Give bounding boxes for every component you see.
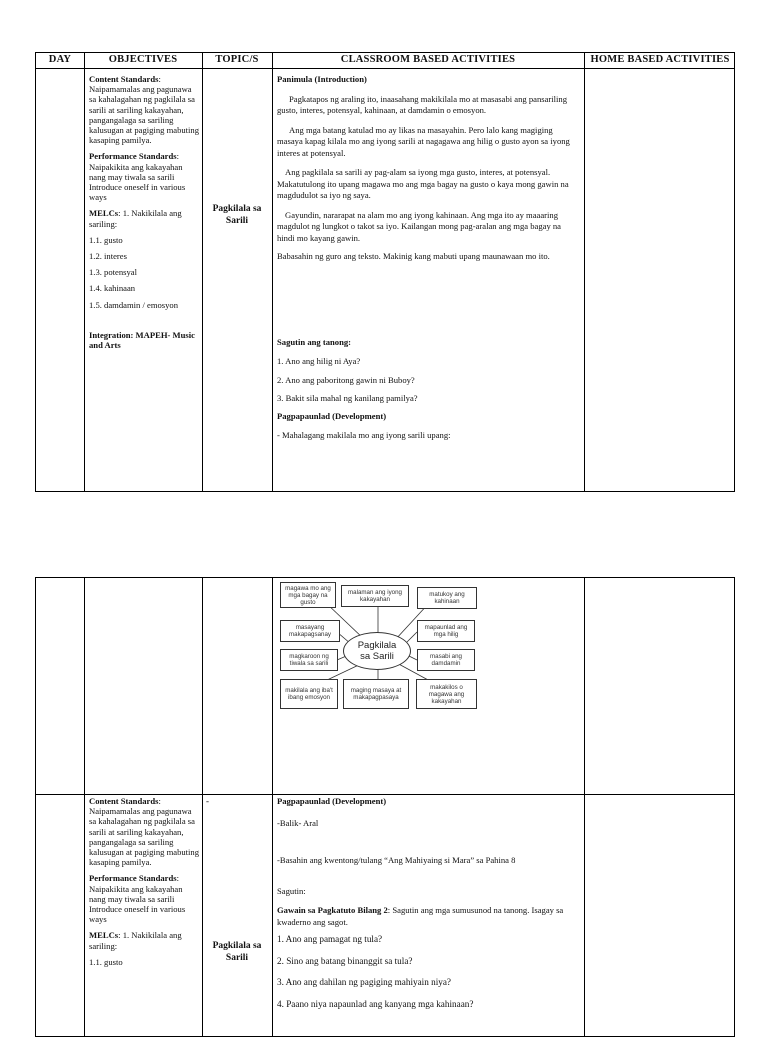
- col-divider-classroom: [584, 578, 585, 1036]
- melcs-text: 1. Nakikilala ang sariling:: [89, 208, 182, 229]
- pagkilala-diagram: [279, 582, 477, 710]
- content-standards-text: Naipamamalas ang pagunawa sa kahalagahan ng pagkilala sa sarili at sariling kakayahan, pangangalaga sa sariling kalusugan at pagiging mabuting kasaping pamilya.: [89, 84, 200, 146]
- topic-cell: Pagkilala sa Sarili: [212, 941, 262, 963]
- performance-standards: Performance Standards: Naipakikita ang kakayahan nang may tiwala sa sarili Introduce oneself in various ways: [89, 151, 186, 203]
- header-topics: TOPIC/S: [215, 54, 259, 65]
- objectives-cell: [85, 74, 202, 356]
- topic-dash: -: [206, 796, 209, 806]
- col-divider-classroom: [584, 53, 585, 491]
- col-divider-objectives: [202, 578, 203, 1036]
- development-text: - Mahalagang makilala mo ang iyong sarili upang:: [277, 430, 451, 440]
- task-text: Sagutin ang mga sumusunod na tanong. Isagay sa kwaderno ang sagot.: [277, 905, 564, 927]
- header-day: DAY: [48, 54, 72, 65]
- paragraph: Ang mga batang katulad mo ay likas na masayahin. Pero lalo kang magiging masaya kapag kilala mo ang iyong sarili at nagagawa ang hilig o gusto ayon sa iyong interes at potensyal.: [277, 124, 570, 158]
- performance-standards-label: Performance Standards: [89, 873, 177, 884]
- diagram-box: magawa mo ang mga bagay na gusto: [280, 582, 336, 608]
- integration: [89, 330, 200, 350]
- diagram-box: makakilos o magawa ang kakayahan: [416, 679, 477, 709]
- diagram-center: Pagkilala sa Sarili: [343, 632, 411, 670]
- question: 3. Ano ang dahilan ng pagiging mahiyain niya?: [277, 977, 452, 987]
- paragraph: Ang pagkilala sa sarili ay pag-alam sa iyong mga gusto, interes, at potensyal. Makatutulong ito upang magawa mo ang mga bagay na gusto o kaya mong gawin na magdudulot sa iyo ng saya.: [277, 167, 569, 200]
- diagram-box: malaman ang iyong kakayahan: [341, 585, 409, 607]
- melcs-label: MELCs: [89, 930, 119, 941]
- melcs-text: 1. Nakikilala ang sariling:: [89, 930, 182, 951]
- task-label: Gawain sa Pagkatuto Bilang 2: [277, 905, 388, 915]
- paragraph: Babasahin ng guro ang teksto. Makinig kang mabuti upang maunawaan mo ito.: [277, 251, 550, 261]
- section-heading: Panimula (Introduction): [277, 74, 367, 84]
- questions-heading: Sagutin ang tanong:: [277, 336, 352, 347]
- diagram-box: masayang makapagsanay: [280, 620, 340, 642]
- answer-label: Sagutin:: [277, 885, 306, 896]
- lesson-table-2: [35, 577, 735, 1037]
- classroom-cell: [273, 796, 584, 1010]
- header-objectives: OBJECTIVES: [108, 54, 178, 65]
- diagram-box: masabi ang damdamin: [417, 649, 475, 671]
- diagram-box: maging masaya at makapagpasaya: [343, 679, 409, 709]
- section-heading: Pagpapaunlad (Development): [277, 796, 387, 806]
- objectives-cell: [85, 796, 202, 973]
- content-standards-text: Naipamamalas ang pagunawa sa kahalagahan ng pagkilala sa sarili at sariling kakayahan, pangangalaga sa sariling kalusugan at pagiging mabuting kasaping pamilya.: [89, 806, 200, 868]
- row-divider: [36, 794, 734, 795]
- melcs-label: MELCs: [89, 208, 119, 219]
- melc-item: 1.5. damdamin / emosyon: [89, 299, 179, 310]
- question: 2. Sino ang batang binanggit sa tula?: [277, 955, 413, 966]
- paragraph: Gayundin, nararapat na alam mo ang iyong kahinaan. Ang mga ito ay maaaring magdulot ng lungkot o takot sa iyo. Kailangan mong pag-aralan ang mga bagay na hindi mo kayang gawin.: [277, 209, 561, 243]
- questions-heading-text: Sagutin ang tanong: [277, 336, 349, 347]
- section-heading: Pagpapaunlad (Development): [277, 410, 387, 421]
- melc-item: 1.1. gusto: [89, 234, 123, 245]
- melc-item: 1.1. gusto: [89, 956, 123, 967]
- melcs: MELCs: 1. Nakikilala ang sariling:: [89, 930, 182, 951]
- melc-item: 1.3. potensyal: [89, 267, 137, 278]
- classroom-cell: [273, 74, 584, 442]
- diagram-box: matukoy ang kahinaan: [417, 587, 477, 609]
- header-classroom: CLASSROOM BASED ACTIVITIES: [340, 54, 516, 65]
- content-standards-label: Content Standards: [89, 74, 159, 84]
- header-divider: [36, 68, 734, 69]
- diagram-box: makilala ang iba't ibang emosyon: [280, 679, 338, 709]
- melcs: MELCs: 1. Nakikilala ang sariling:: [89, 208, 182, 229]
- melc-item: 1.2. interes: [89, 251, 127, 262]
- diagram-box: mapaunlad ang mga hilig: [417, 620, 475, 642]
- lesson-table-1: [35, 52, 735, 492]
- performance-standards-text: Naipakikita ang kakayahan nang may tiwala sa sarili Introduce oneself in various ways: [89, 161, 186, 203]
- integration-text: Integration: MAPEH- Music and Arts: [89, 329, 195, 351]
- question: 1. Ano ang hilig ni Aya?: [277, 356, 361, 366]
- col-divider-objectives: [202, 53, 203, 491]
- review-text: -Balik- Aral: [277, 817, 319, 828]
- content-standards-label: Content Standards: [89, 796, 159, 806]
- question: 3. Bakit sila mahal ng kanilang pamilya?: [277, 393, 418, 403]
- question: 4. Paano niya napaunlad ang kanyang mga kahinaan?: [277, 998, 474, 1009]
- diagram-box: magkaroon ng tiwala sa sarili: [280, 649, 338, 671]
- performance-standards-text: Naipakikita ang kakayahan nang may tiwala sa sarili Introduce oneself in various ways: [89, 883, 186, 925]
- content-standards: Content Standards: Naipamamalas ang pagunawa sa kahalagahan ng pagkilala sa sarili at sariling kakayahan, pangangalaga sa sariling kalusugan at pagiging mabuting kasaping pamilya.: [89, 796, 200, 868]
- melc-item: 1.4. kahinaan: [89, 283, 136, 294]
- task-instruction: Gawain sa Pagkatuto Bilang 2: Sagutin ang mga sumusunod na tanong. Isagay sa kwaderno ang sagot.: [277, 905, 564, 927]
- performance-standards: Performance Standards: Naipakikita ang kakayahan nang may tiwala sa sarili Introduce oneself in various ways: [89, 873, 186, 925]
- paragraph: Pagkatapos ng araling ito, inaasahang makikilala mo at masasabi ang pansariling gusto, interes, potensyal, kahinaan, at damdamin o emosyon.: [277, 93, 568, 115]
- content-standards: Content Standards: Naipamamalas ang pagunawa sa kahalagahan ng pagkilala sa sarili at sariling kakayahan, pangangalaga sa sariling kalusugan at pagiging mabuting kasaping pamilya.: [89, 74, 200, 146]
- read-instruction: -Basahin ang kwentong/tulang “Ang Mahiyaing si Mara” sa Pahina 8: [277, 855, 516, 865]
- question: 1. Ano ang pamagat ng tula?: [277, 934, 383, 944]
- header-home: HOME BASED ACTIVITIES: [590, 54, 730, 65]
- question: 2. Ano ang paboritong gawin ni Buboy?: [277, 374, 415, 385]
- topic-cell: Pagkilala sa Sarili: [212, 204, 262, 226]
- performance-standards-label: Performance Standards: [89, 151, 177, 162]
